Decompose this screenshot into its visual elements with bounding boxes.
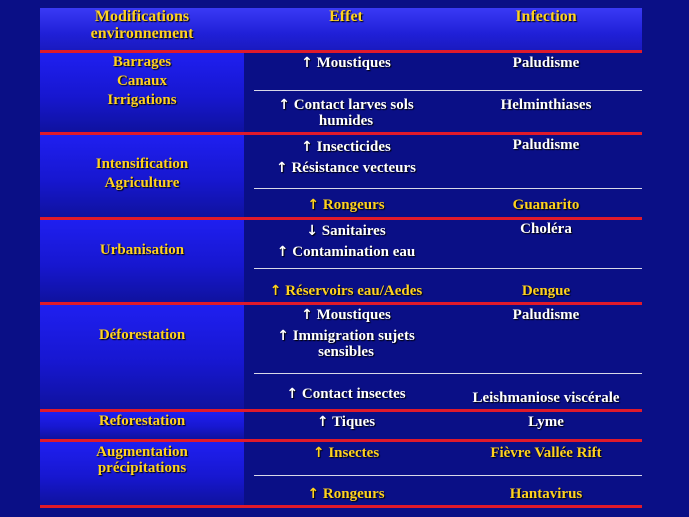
header-modifications-line1: Modifications: [94, 8, 190, 25]
block-urbanisation: [40, 220, 244, 302]
infection-paludisme-2: Paludisme: [512, 137, 580, 153]
effet-label: Moustiques: [316, 307, 391, 323]
divider-row3: [40, 302, 642, 305]
effet-contact-larves-line1: [254, 97, 438, 113]
up-arrow-icon: ↑: [312, 445, 325, 461]
infection-hantavirus: Hantavirus: [509, 486, 583, 502]
modification-agriculture-label: Agriculture: [104, 175, 180, 191]
modification-intensification-label: Intensification: [95, 156, 189, 172]
divider-bottom: [40, 505, 642, 508]
effet-label: Tiques: [332, 414, 376, 430]
up-arrow-icon: ↑: [301, 307, 313, 323]
divider-row2: [40, 217, 642, 220]
up-arrow-icon: ↑: [301, 139, 313, 155]
effet-label: Rongeurs: [322, 486, 385, 502]
effet-label: Rongeurs: [322, 197, 385, 213]
separator-row3: [254, 268, 642, 269]
effet-immigration-line2: sensibles: [318, 344, 374, 360]
down-arrow-icon: ↓: [306, 223, 319, 239]
up-arrow-icon: ↑: [278, 97, 290, 113]
effet-label: Contact insectes: [301, 386, 406, 402]
effet-moustiques-line: [254, 307, 438, 323]
effet-label: Moustiques: [316, 55, 391, 71]
modification-intensification: [40, 155, 244, 193]
effet-label: Contact larves sols: [293, 97, 414, 113]
infection-fievre-vallee-rift: Fièvre Vallée Rift: [490, 445, 602, 461]
infection-helminthiases: Helminthiases: [500, 97, 592, 113]
effet-sanitaires-line: [254, 221, 438, 242]
effet-label: Sanitaires: [321, 223, 386, 239]
modification-deforestation: Déforestation: [98, 327, 186, 343]
header-infection: Infection: [515, 8, 577, 25]
up-arrow-icon: ↑: [286, 386, 299, 402]
effet-contact-larves-line2: humides: [318, 113, 374, 129]
divider-row1: [40, 132, 642, 135]
effet-tiques: [254, 414, 438, 430]
modification-canaux-label: Canaux: [116, 73, 168, 89]
effet-contact-larves: [254, 97, 438, 129]
effet-resistance-line: [254, 158, 438, 179]
effet-insectes: [254, 445, 438, 461]
effet-reservoirs: [254, 283, 438, 299]
block-deforestation: [40, 305, 244, 409]
effet-sanitaires: [254, 221, 438, 263]
up-arrow-icon: ↑: [269, 283, 282, 299]
divider-row5: [40, 439, 642, 442]
effet-label: Réservoirs eau/Aedes: [285, 283, 423, 299]
effet-rongeurs-2: [254, 486, 438, 502]
effet-label: Contamination eau: [292, 244, 416, 260]
modification-augmentation-label: Augmentation: [96, 444, 188, 460]
effet-label: Immigration sujets: [292, 328, 415, 344]
up-arrow-icon: ↑: [307, 486, 320, 502]
separator-row4: [254, 373, 642, 374]
modifications-column: [40, 53, 244, 505]
infection-leishmaniose: Leishmaniose viscérale: [472, 390, 620, 406]
effet-contamination-line: [254, 242, 438, 263]
up-arrow-icon: ↑: [301, 55, 313, 71]
infection-guanarito: Guanarito: [512, 197, 580, 213]
modification-barrages-label: Barrages: [112, 54, 172, 70]
modification-precipitations-label: précipitations: [97, 460, 187, 476]
header-effet: Effet: [329, 8, 363, 25]
effet-label: Insecticides: [316, 139, 391, 155]
header-modifications-line2: environnement: [90, 25, 194, 42]
separator-row1: [254, 90, 642, 91]
modification-barrages: [40, 53, 244, 110]
modification-reforestation: Reforestation: [98, 413, 186, 429]
effet-insecticides: [254, 137, 438, 179]
up-arrow-icon: ↑: [307, 197, 320, 213]
infection-lyme: Lyme: [528, 414, 564, 430]
separator-row2: [254, 188, 642, 189]
infection-cholera: Choléra: [520, 221, 572, 237]
separator-row6: [254, 475, 642, 476]
modification-precipitations: [40, 444, 244, 476]
effet-insecticides-line: [254, 137, 438, 158]
infection-dengue: Dengue: [521, 283, 571, 299]
infection-paludisme-3: Paludisme: [512, 307, 580, 323]
effet-moustiques-2: [254, 307, 438, 360]
effet-contact-insectes: [254, 386, 438, 402]
effet-label: Insectes: [328, 445, 380, 461]
header-modifications: [40, 8, 244, 42]
effet-label: Résistance vecteurs: [291, 160, 417, 176]
effet-moustiques: [254, 55, 438, 71]
up-arrow-icon: ↑: [316, 414, 329, 430]
up-arrow-icon: ↑: [277, 328, 289, 344]
effet-immigration-line1: [254, 328, 438, 344]
up-arrow-icon: ↑: [276, 244, 289, 260]
infection-paludisme: Paludisme: [512, 55, 580, 71]
effet-rongeurs: [254, 197, 438, 213]
modification-irrigations-label: Irrigations: [107, 92, 177, 108]
modification-urbanisation: Urbanisation: [99, 242, 185, 258]
up-arrow-icon: ↑: [275, 160, 288, 176]
